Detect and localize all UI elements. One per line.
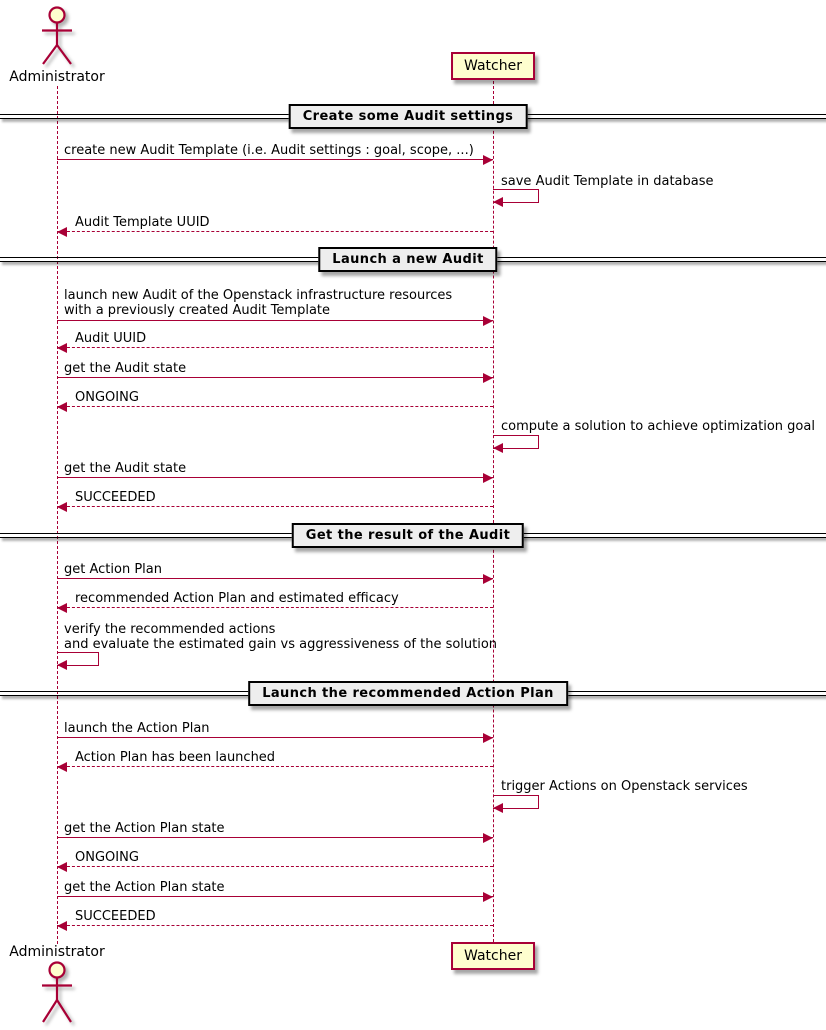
watcher-participant-bottom: Watcher (451, 942, 535, 970)
message-text: get the Audit state (64, 361, 187, 376)
message-text: get the Action Plan state (64, 880, 225, 895)
administrator-actor-icon (27, 960, 87, 1026)
administrator-actor-icon (27, 5, 87, 67)
message-arrow (57, 578, 493, 579)
message-text: and evaluate the estimated gain vs aggressiveness of the solution (64, 637, 498, 652)
arrowhead-icon (57, 227, 67, 237)
message-text: save Audit Template in database (501, 174, 714, 189)
message-text: Audit UUID (75, 331, 147, 346)
message-text: with a previously created Audit Template (64, 303, 331, 318)
arrowhead-icon (57, 660, 67, 670)
message-arrow (57, 866, 493, 867)
message-arrow (57, 925, 493, 926)
administrator-label-top: Administrator (9, 69, 105, 85)
arrowhead-icon (57, 402, 67, 412)
message-arrow (57, 231, 493, 232)
message-text: SUCCEEDED (75, 490, 156, 505)
message-arrow (57, 896, 493, 897)
arrowhead-icon (483, 574, 493, 584)
arrowhead-icon (483, 473, 493, 483)
message-arrow (57, 506, 493, 507)
message-arrow (57, 347, 493, 348)
message-text: launch the Action Plan (64, 721, 210, 736)
message-arrow (57, 607, 493, 608)
arrowhead-icon (57, 603, 67, 613)
message-text: recommended Action Plan and estimated efficacy (75, 591, 399, 606)
section-divider-1: Create some Audit settings (289, 104, 528, 129)
arrowhead-icon (483, 373, 493, 383)
arrowhead-icon (483, 155, 493, 165)
arrowhead-icon (483, 316, 493, 326)
section-divider-4: Launch the recommended Action Plan (248, 681, 568, 706)
arrowhead-icon (483, 892, 493, 902)
message-arrow (57, 766, 493, 767)
message-text: Action Plan has been launched (75, 750, 276, 765)
message-arrow (57, 159, 493, 160)
message-text: Audit Template UUID (75, 215, 210, 230)
message-text: ONGOING (75, 850, 139, 865)
arrowhead-icon (483, 833, 493, 843)
lifeline-administrator (57, 86, 58, 944)
message-text: verify the recommended actions (64, 622, 276, 637)
message-arrow (57, 737, 493, 738)
message-arrow (57, 320, 493, 321)
message-text: SUCCEEDED (75, 909, 156, 924)
arrowhead-icon (57, 343, 67, 353)
message-text: get the Audit state (64, 461, 187, 476)
message-arrow (57, 406, 493, 407)
administrator-label-bottom: Administrator (9, 944, 105, 960)
arrowhead-icon (493, 803, 503, 813)
message-text: get the Action Plan state (64, 821, 225, 836)
message-text: launch new Audit of the Openstack infrastructure resources (64, 288, 453, 303)
arrowhead-icon (483, 733, 493, 743)
message-text: create new Audit Template (i.e. Audit settings : goal, scope, ...) (64, 143, 474, 158)
watcher-participant-top: Watcher (451, 52, 535, 80)
message-text: trigger Actions on Openstack services (501, 779, 748, 794)
message-text: compute a solution to achieve optimization goal (501, 419, 815, 434)
arrowhead-icon (57, 921, 67, 931)
arrowhead-icon (493, 197, 503, 207)
message-text: ONGOING (75, 390, 139, 405)
arrowhead-icon (57, 762, 67, 772)
message-arrow (57, 837, 493, 838)
section-divider-2: Launch a new Audit (318, 247, 497, 272)
message-arrow (57, 377, 493, 378)
arrowhead-icon (57, 862, 67, 872)
section-divider-3: Get the result of the Audit (292, 523, 524, 548)
message-text: get Action Plan (64, 562, 162, 577)
message-arrow (57, 477, 493, 478)
arrowhead-icon (57, 502, 67, 512)
arrowhead-icon (493, 443, 503, 453)
